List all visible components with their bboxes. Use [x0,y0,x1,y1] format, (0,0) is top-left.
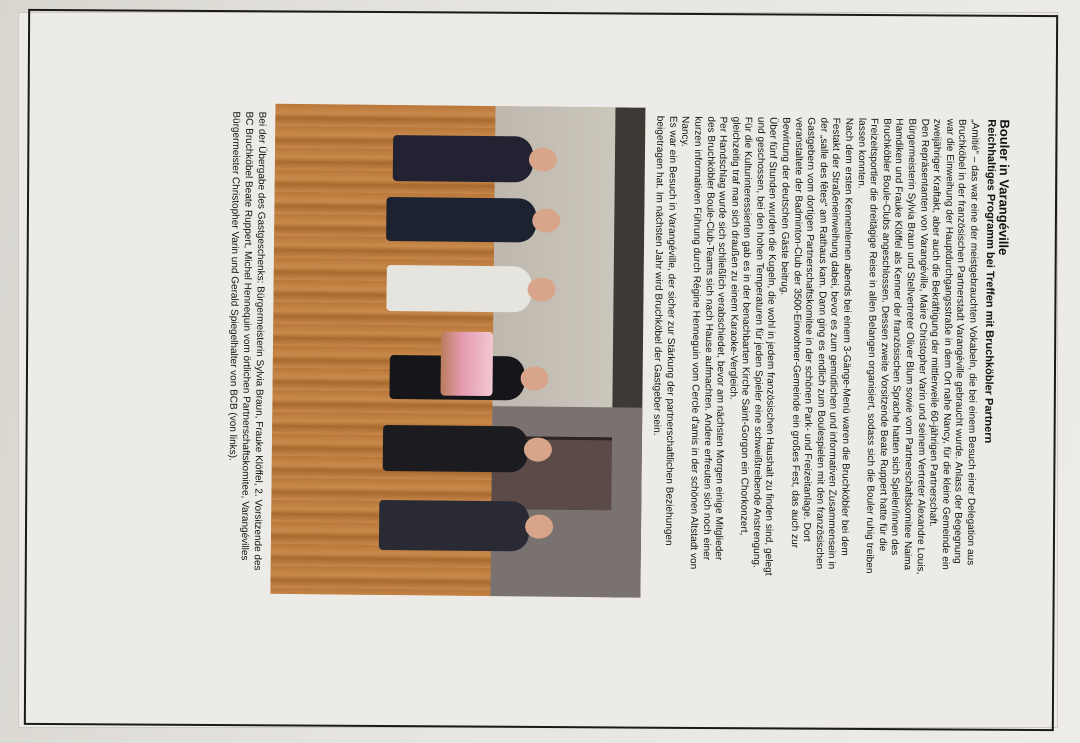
article-body [648,116,980,579]
article-title: Bouler in Varangéville [995,119,1013,256]
person-1 [392,135,532,182]
paragraph: Per Handschlag wurde sich schließlich verabschiedet, bevor am nächsten Morgen einige Mitglieder des Bruchköbler Boule-Club-Teams sich nach Hause aufmachten. Andere erfreuten sich noch einer kurzen informativen Führung durch Régine Henneguin vom Cercle d'amis in der schönen Altstadt von Nancy. [679,116,729,570]
article [148,111,1013,580]
person-6-head [525,514,553,538]
person-5-head [523,437,551,461]
person-3 [386,265,531,313]
person-1-head [528,147,556,171]
article-subtitle: Reichhaltiges Programm bei Treffen mit Bruchköbler Partnern [981,119,998,444]
gift-basket [440,332,493,397]
paragraph: „Amitié“ – das war eine der meistgebrauchten Vokabeln, die bei einem Besuch einer Delegation aus Bruchköbel in der französischen Partnerstadt Varangéville gebraucht wurde. Anlass der Begegnung war die Einweihung der Hauptdurchgangsstraße in dem Ort nahe Nancy, für die kleine Gemeinde ein zweijähriger Kraftakt, aber auch die Bekräftigung der mittlerweile 60-jährigen Partnerschaft. [927,118,981,570]
person-2 [386,197,536,243]
person-5 [382,425,527,473]
person-6 [378,500,529,552]
person-2-head [532,208,560,232]
paragraph: Den Repräsentanten von Varangéville, Maire Christopher Varin und seinem Vertreter Alexandre Louis, Bürgermeisterin Sylvia Braun und Stellvertreter Oliver Blum sowie vom Partnerschaftskomitee Naima Hamdiken und Frauke Klöffel als Kenner der französischen Sprache hatten sich Spieler/innen des Bruchköbler Boule-Clubs angeschlossen. Dessen zweite Vorsitzende Beate Ruppert hatte für die Freizeitsportler die dreitägige Reise in allen Belangen organisiert, sodass sich die Bouler ruhig treiben lassen konnten. [855,117,931,575]
photo-caption: Bei der Übergabe des Gastgeschenks: Bürgermeisterin Sylvia Braun, Frauke Klöffel, 2. Vorsitzende des BC Bruchköbel Beate Ruppert, Michel Hennequin vom örtlichen Partnerschaftskomitee, Varangévilles Bürgermeister Christopher Varin und Gerald Spiegelhalter von BCB (von links). [227,111,267,571]
paragraph: Über fünf Stunden wurden die Kugeln, die wohl in jedem französischen Haushalt zu finden sind, gelegt und geschossen, bei den hohen Temperaturen für jeden Spieler eine schweißtreibende Anstrengung. Für die Kulturinteressierten gab es in der benachbarten Kirche Saint-Gorgon ein Chorkonzert, gleichzeitig traf man sich draußen zu einem Karaoke-Vergleich. [727,116,779,576]
paragraph: Nach dem ersten Kennenlernen abends bei einem 3-Gänge-Menü waren die Bruchköbler bei dem Festakt der Straßeneinweihung dabei, bevor es zum gemütlichen und informativen Zusammensein in der „salle des fêtes“ am Rathaus kam. Dann ging es endlich zum Boulespielen mit den französischen Gastgebern vom dortigen Partnerschaftskomitee in der schönen Park- und Freizeitanlage. Dort veranstaltete der Badminton-Club der 3500-Einwohner-Gemeinde ein großes Fest, das auch zur Bewirtung der deutschen Gäste beitrug. [778,117,855,570]
paragraph: Es war ein Besuch in Varangéville, der sicher zur Stärkung der partnerschaftlichen Beziehungen beigetragen hat. Im nächsten Jahr wird Bruchköbel der Gastgeber sein. [651,115,679,546]
person-3-head [527,277,555,301]
group-photo [270,104,645,598]
person-4-head [520,366,548,390]
